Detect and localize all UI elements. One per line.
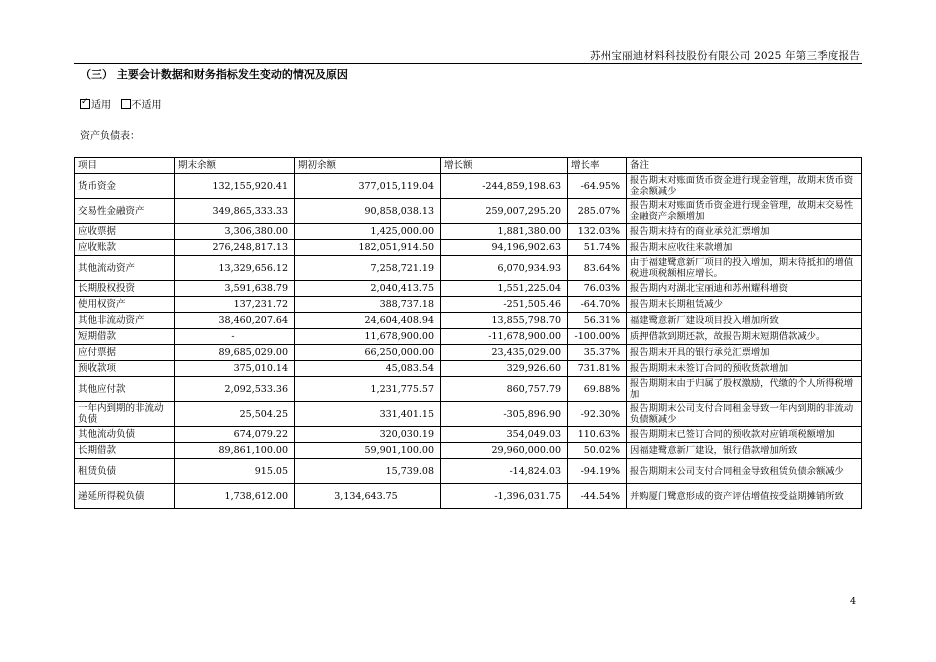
checked-checkbox-icon[interactable] bbox=[80, 99, 90, 109]
row-end-balance-cell: 3,306,380.00 bbox=[175, 224, 295, 240]
row-item-cell: 长期股权投资 bbox=[75, 281, 175, 297]
row-end-balance-cell: 375,010.14 bbox=[175, 361, 295, 377]
row-end-balance-cell: 89,685,029.00 bbox=[175, 345, 295, 361]
row-rate-cell: 35.37% bbox=[568, 345, 627, 361]
column-header: 备注 bbox=[627, 158, 862, 174]
row-item-cell: 应收票据 bbox=[75, 224, 175, 240]
row-rate-cell: 56.31% bbox=[568, 313, 627, 329]
row-end-balance-cell: - bbox=[175, 329, 295, 345]
row-change-cell: -251,505.46 bbox=[441, 297, 568, 313]
row-note-cell: 质押借款到期还款，故报告期末短期借款减少。 bbox=[627, 329, 862, 345]
column-header: 项目 bbox=[75, 158, 175, 174]
row-note-cell: 报告期末持有的商业承兑汇票增加 bbox=[627, 224, 862, 240]
row-end-balance-cell: 137,231.72 bbox=[175, 297, 295, 313]
row-change-cell: -305,896.90 bbox=[441, 402, 568, 427]
row-note-cell: 报告期期末公司支付合同租金导致租赁负债余额减少 bbox=[627, 459, 862, 484]
row-change-cell: -11,678,900.00 bbox=[441, 329, 568, 345]
row-begin-balance-cell: 11,678,900.00 bbox=[295, 329, 441, 345]
row-note-cell: 福建鹭意新厂建设项目投入增加所致 bbox=[627, 313, 862, 329]
row-begin-balance-cell: 182,051,914.50 bbox=[295, 240, 441, 256]
row-note-cell: 报告期期末已签订合同的预收款对应销项税额增加 bbox=[627, 427, 862, 443]
row-change-cell: -14,824.03 bbox=[441, 459, 568, 484]
row-change-cell: 1,551,225.04 bbox=[441, 281, 568, 297]
row-item-cell: 一年内到期的非流动负债 bbox=[75, 402, 175, 427]
row-note-cell: 报告期末对账面货币资金进行现金管理，故期末货币资金余额减少 bbox=[627, 174, 862, 199]
row-note-cell: 报告期末应收往来款增加 bbox=[627, 240, 862, 256]
row-end-balance-cell: 3,591,638.79 bbox=[175, 281, 295, 297]
row-item-cell: 短期借款 bbox=[75, 329, 175, 345]
row-begin-balance-cell: 66,250,000.00 bbox=[295, 345, 441, 361]
table-row bbox=[75, 224, 862, 240]
row-end-balance-cell: 132,155,920.41 bbox=[175, 174, 295, 199]
balance-sheet-table bbox=[74, 157, 862, 509]
row-rate-cell: 76.03% bbox=[568, 281, 627, 297]
row-begin-balance-cell: 45,083.54 bbox=[295, 361, 441, 377]
row-change-cell: 329,926.60 bbox=[441, 361, 568, 377]
row-item-cell: 其他非流动资产 bbox=[75, 313, 175, 329]
table-row bbox=[75, 427, 862, 443]
row-note-cell: 因福建鹭意新厂建设，银行借款增加所致 bbox=[627, 443, 862, 459]
row-change-cell: 13,855,798.70 bbox=[441, 313, 568, 329]
row-item-cell: 货币资金 bbox=[75, 174, 175, 199]
row-item-cell: 交易性金融资产 bbox=[75, 199, 175, 224]
table-body bbox=[75, 174, 862, 509]
table-row bbox=[75, 256, 862, 281]
row-end-balance-cell: 25,504.25 bbox=[175, 402, 295, 427]
row-end-balance-cell: 349,865,333.33 bbox=[175, 199, 295, 224]
row-item-cell: 其他流动负债 bbox=[75, 427, 175, 443]
unchecked-checkbox-icon[interactable] bbox=[121, 99, 131, 109]
column-header: 期初余额 bbox=[295, 158, 441, 174]
table-row bbox=[75, 402, 862, 427]
row-begin-balance-cell: 1,231,775.57 bbox=[295, 377, 441, 402]
row-begin-balance-cell: 1,425,000.00 bbox=[295, 224, 441, 240]
row-rate-cell: -100.00% bbox=[568, 329, 627, 345]
row-change-cell: 23,435,029.00 bbox=[441, 345, 568, 361]
row-begin-balance-cell: 3,134,643.75 bbox=[295, 484, 441, 509]
row-rate-cell: -92.30% bbox=[568, 402, 627, 427]
column-header: 期末余额 bbox=[175, 158, 295, 174]
row-end-balance-cell: 2,092,533.36 bbox=[175, 377, 295, 402]
row-change-cell: -1,396,031.75 bbox=[441, 484, 568, 509]
row-note-cell: 报告期末对账面货币资金进行现金管理，故期末交易性金融资产余额增加 bbox=[627, 199, 862, 224]
table-row bbox=[75, 281, 862, 297]
row-item-cell: 应付票据 bbox=[75, 345, 175, 361]
applicable-label: 适用 bbox=[91, 100, 111, 111]
row-rate-cell: 83.64% bbox=[568, 256, 627, 281]
row-begin-balance-cell: 90,858,038.13 bbox=[295, 199, 441, 224]
row-item-cell: 预收款项 bbox=[75, 361, 175, 377]
row-rate-cell: 110.63% bbox=[568, 427, 627, 443]
row-rate-cell: -64.70% bbox=[568, 297, 627, 313]
row-note-cell: 由于福建鹭意新厂项目的投入增加，期末待抵扣的增值税进项税额相应增长。 bbox=[627, 256, 862, 281]
row-note-cell: 报告期期末由于归属了股权激励，代缴的个人所得税增加 bbox=[627, 377, 862, 402]
header-divider bbox=[74, 63, 862, 64]
row-change-cell: 354,049.03 bbox=[441, 427, 568, 443]
row-end-balance-cell: 1,738,612.00 bbox=[175, 484, 295, 509]
row-item-cell: 租赁负债 bbox=[75, 459, 175, 484]
row-note-cell: 报告期内对湖北宝丽迪和苏州耀科增资 bbox=[627, 281, 862, 297]
row-begin-balance-cell: 377,015,119.04 bbox=[295, 174, 441, 199]
row-item-cell: 应收账款 bbox=[75, 240, 175, 256]
row-end-balance-cell: 915.05 bbox=[175, 459, 295, 484]
row-item-cell: 使用权资产 bbox=[75, 297, 175, 313]
row-item-cell: 递延所得税负债 bbox=[75, 484, 175, 509]
row-rate-cell: -94.19% bbox=[568, 459, 627, 484]
row-item-cell: 其他流动资产 bbox=[75, 256, 175, 281]
column-header: 增长率 bbox=[568, 158, 627, 174]
row-change-cell: 29,960,000.00 bbox=[441, 443, 568, 459]
row-begin-balance-cell: 15,739.08 bbox=[295, 459, 441, 484]
row-change-cell: 860,757.79 bbox=[441, 377, 568, 402]
report-header-title: 苏州宝丽迪材料科技股份有限公司 2025 年第三季度报告 bbox=[590, 50, 860, 62]
row-begin-balance-cell: 388,737.18 bbox=[295, 297, 441, 313]
row-end-balance-cell: 38,460,207.64 bbox=[175, 313, 295, 329]
row-begin-balance-cell: 7,258,721.19 bbox=[295, 256, 441, 281]
not-applicable-label: 不适用 bbox=[131, 100, 162, 111]
row-note-cell: 报告期末开具的银行承兑汇票增加 bbox=[627, 345, 862, 361]
table-row bbox=[75, 361, 862, 377]
row-change-cell: 94,196,902.63 bbox=[441, 240, 568, 256]
row-begin-balance-cell: 331,401.15 bbox=[295, 402, 441, 427]
table-row bbox=[75, 297, 862, 313]
row-rate-cell: -44.54% bbox=[568, 484, 627, 509]
table-row bbox=[75, 484, 862, 509]
table-row bbox=[75, 240, 862, 256]
row-rate-cell: 50.02% bbox=[568, 443, 627, 459]
table-header-row bbox=[75, 158, 862, 174]
column-header: 增长额 bbox=[441, 158, 568, 174]
section-title: （三） 主要会计数据和财务指标发生变动的情况及原因 bbox=[80, 68, 348, 81]
row-begin-balance-cell: 320,030.19 bbox=[295, 427, 441, 443]
table-row bbox=[75, 329, 862, 345]
row-note-cell: 并购厦门鹭意形成的资产评估增值按受益期摊销所致 bbox=[627, 484, 862, 509]
table-row bbox=[75, 443, 862, 459]
table-row bbox=[75, 199, 862, 224]
page-number: 4 bbox=[849, 596, 856, 607]
row-begin-balance-cell: 24,604,408.94 bbox=[295, 313, 441, 329]
row-item-cell: 长期借款 bbox=[75, 443, 175, 459]
row-end-balance-cell: 276,248,817.13 bbox=[175, 240, 295, 256]
row-change-cell: -244,859,198.63 bbox=[441, 174, 568, 199]
applicability-options bbox=[80, 96, 162, 111]
table-row bbox=[75, 313, 862, 329]
table-row bbox=[75, 174, 862, 199]
row-rate-cell: 731.81% bbox=[568, 361, 627, 377]
table-row bbox=[75, 459, 862, 484]
row-note-cell: 报告期期末未签订合同的预收货款增加 bbox=[627, 361, 862, 377]
row-rate-cell: 132.03% bbox=[568, 224, 627, 240]
table-caption: 资产负债表： bbox=[80, 131, 140, 142]
row-begin-balance-cell: 2,040,413.75 bbox=[295, 281, 441, 297]
row-change-cell: 1,881,380.00 bbox=[441, 224, 568, 240]
row-begin-balance-cell: 59,901,100.00 bbox=[295, 443, 441, 459]
row-end-balance-cell: 674,079.22 bbox=[175, 427, 295, 443]
row-rate-cell: -64.95% bbox=[568, 174, 627, 199]
row-note-cell: 报告期末长期租赁减少 bbox=[627, 297, 862, 313]
row-item-cell: 其他应付款 bbox=[75, 377, 175, 402]
row-rate-cell: 69.88% bbox=[568, 377, 627, 402]
row-end-balance-cell: 89,861,100.00 bbox=[175, 443, 295, 459]
row-end-balance-cell: 13,329,656.12 bbox=[175, 256, 295, 281]
row-rate-cell: 285.07% bbox=[568, 199, 627, 224]
row-rate-cell: 51.74% bbox=[568, 240, 627, 256]
table-row bbox=[75, 377, 862, 402]
row-note-cell: 报告期期末公司支付合同租金导致一年内到期的非流动负债额减少 bbox=[627, 402, 862, 427]
table-row bbox=[75, 345, 862, 361]
row-change-cell: 259,007,295.20 bbox=[441, 199, 568, 224]
row-change-cell: 6,070,934.93 bbox=[441, 256, 568, 281]
